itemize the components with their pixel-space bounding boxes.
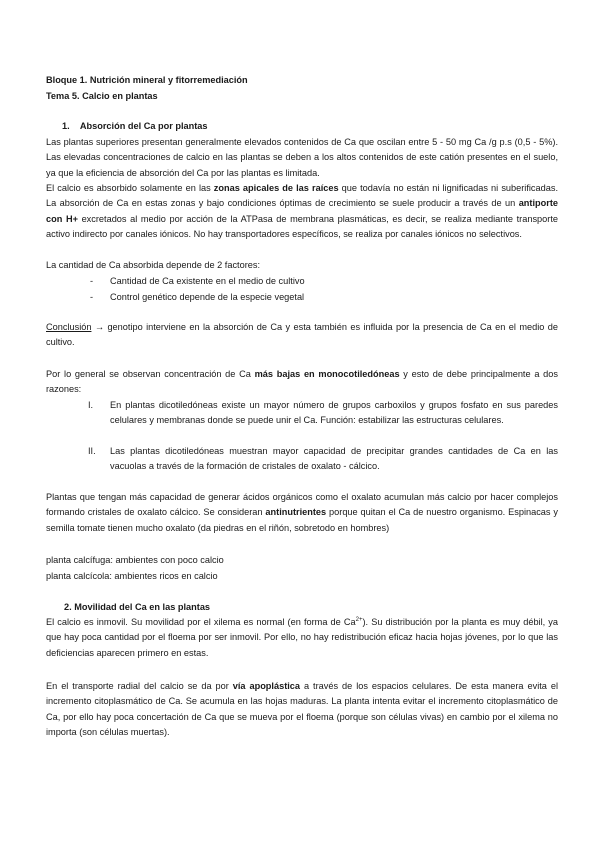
- section-1-paragraph-3: La cantidad de Ca absorbida depende de 2 factores:: [46, 260, 261, 270]
- p2-bold-antiporte: antiporte con H+: [46, 198, 558, 224]
- p5-bold-antinutrientes: antinutrientes: [265, 507, 327, 518]
- s2p2-bold-apoplastic: vía apoplástica: [232, 681, 301, 691]
- section-2-paragraph-1: [46, 615, 558, 661]
- list-dash: -: [90, 276, 94, 286]
- section-1-paragraph-4: [46, 367, 558, 398]
- conclusion-paragraph: [46, 320, 558, 351]
- p4-text-c: y esto de debe principalmente a dos razones:: [46, 369, 558, 395]
- p5-text-c: porque quitan el Ca de nuestro organismo. Espinacas y semilla tomate tienen mucho oxalato (da piedras en el riñón, sobretodo en hombres): [46, 507, 558, 533]
- section-1-paragraph-2: [46, 181, 558, 243]
- conclusion-text: genotipo interviene en la absorción de Ca y esta también es influida por la presencia de Ca en el medio de cultivo.: [46, 322, 558, 348]
- conclusion-label: Conclusión: [46, 322, 92, 332]
- section-1-paragraph-1: Las plantas superiores presentan generalmente elevados contenidos de Ca que oscilan entre 5 - 50 mg Ca /g p.s (0,5 - 5%). Las elevadas concentraciones de calcio en las plantas se deben a los altos contenidos de este catión presentes en el suelo, ya que la eficiencia de absorción del Ca por las plantas es limitada.: [46, 137, 558, 178]
- section-2-title: Movilidad del Ca en las plantas: [74, 602, 211, 612]
- p5-text-a: Plantas que tengan más capacidad de generar ácidos orgánicos como el oxalato acumulan más calcio por hacer complejos formando cristales de oxalato cálcico. Se consideran: [46, 492, 558, 518]
- reason-number: I.: [88, 400, 94, 410]
- s2p1-text-a: El calcio es inmovil. Su movilidad por el xilema es normal (en forma de Ca: [46, 617, 356, 627]
- calcicola-definition: planta calcícola: ambientes ricos en calcio: [46, 571, 218, 581]
- reason-number: II.: [88, 446, 96, 456]
- calcifuga-definition: planta calcífuga: ambientes con poco calcio: [46, 555, 224, 565]
- section-1-paragraph-5: [46, 490, 558, 536]
- section-1-title: Absorción del Ca por plantas: [79, 121, 208, 131]
- s2p1-text-b: ). Su distribución por la planta es muy débil, ya que hay poca cantidad por el floema por ser inmovil. Por ello, no hay redistribución eficaz hacia hojas jóvenes, por lo que las deficiencias aparecen primero en estas.: [46, 617, 559, 658]
- arrow-symbol: →: [94, 322, 105, 332]
- p2-text-c: que todavía no están ni lignificadas ni suberificadas. La absorción de Ca en estas zonas y bajo condiciones óptimas de crecimiento se suele producir a través de un: [46, 183, 559, 209]
- p2-text-e: excretados al medio por acción de la ATPasa de membrana plasmáticas, es decir, se realiza mediante transporte activo indirecto por canales iónicos. No hay transportadores específicos, se realiza por canales iónicos no selectivos.: [46, 213, 558, 240]
- list-dash: -: [90, 292, 94, 302]
- p4-text-a: Por lo general se observan concentración de Ca: [46, 369, 255, 379]
- charge-superscript: 2+: [355, 616, 363, 623]
- section-1-number: 1.: [62, 121, 70, 131]
- s2p2-text-c: a través de los espacios celulares. De esta manera evita el incremento citoplasmático de Ca. Se acumula en las hojas maduras. La planta intenta evitar el incremento citoplasmático de Ca, por ello hay poca concertación de Ca que se mueva por el floema (porque son células vivas) en cambio por el xilema no importa (son células muertas).: [46, 681, 558, 738]
- section-1-heading: [62, 119, 208, 134]
- reason-item: En plantas dicotiledóneas existe un mayor número de grupos carboxilos y grupos fosfato en sus paredes celulares y membranas donde se puede unir el Ca. Función: estabilizar las estructuras celulares.: [110, 400, 558, 426]
- s2p2-text-a: En el transporte radial del calcio se da por: [46, 681, 233, 691]
- block-heading: Bloque 1. Nutrición mineral y fitorremediación: [46, 75, 248, 85]
- section-2-heading: [64, 600, 210, 615]
- p2-bold-apical-zones: zonas apicales de las raíces: [213, 183, 339, 193]
- p4-bold-monocot: más bajas en monocotiledóneas: [254, 369, 400, 379]
- topic-heading: Tema 5. Calcio en plantas: [46, 91, 158, 101]
- reason-item: Las plantas dicotiledóneas muestran mayor capacidad de precipitar grandes cantidades de Ca en las vacuolas a través de la formación de cristales de oxalato - cálcico.: [110, 446, 558, 472]
- factor-item: Control genético depende de la especie vegetal: [110, 292, 305, 302]
- p2-text-a: El calcio es absorbido solamente en las: [46, 183, 214, 193]
- section-2-number: 2.: [64, 602, 72, 612]
- factor-item: Cantidad de Ca existente en el medio de cultivo: [110, 276, 305, 286]
- section-2-paragraph-2: [46, 679, 558, 741]
